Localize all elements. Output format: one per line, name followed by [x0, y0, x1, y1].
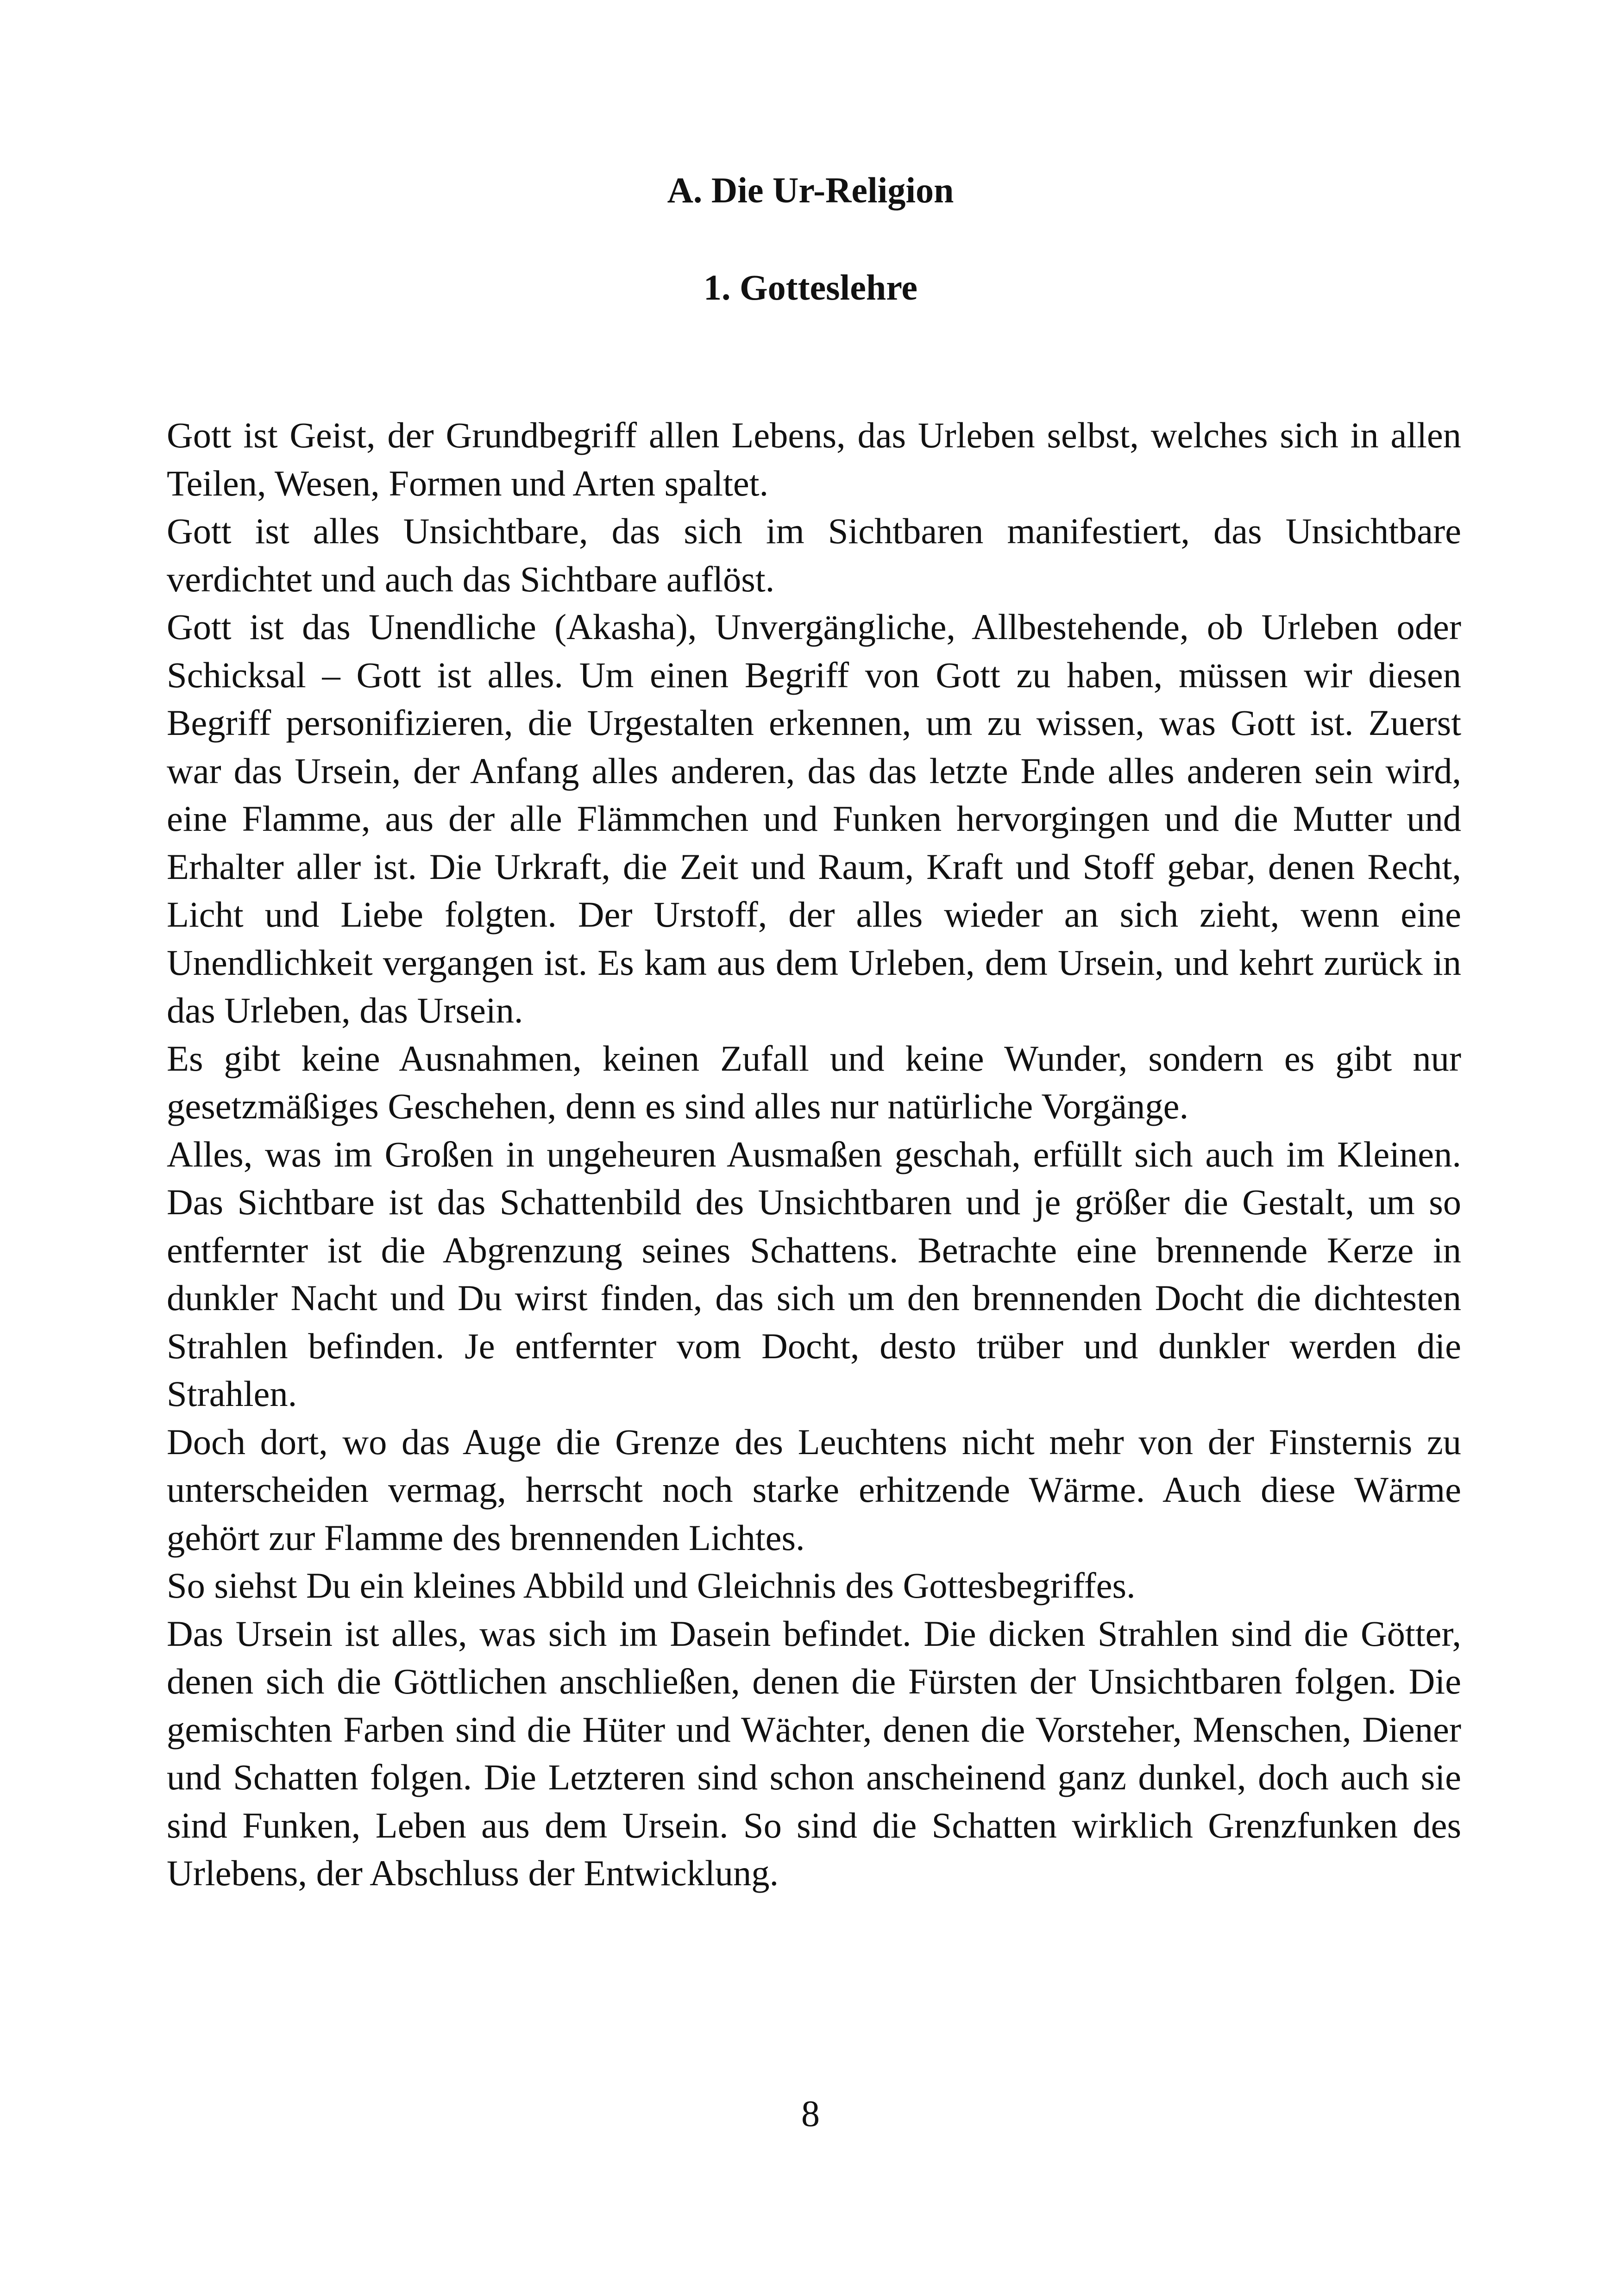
paragraph-3: Gott ist das Unendliche (Akasha), Unvergängliche, Allbestehende, ob Urleben oder Schicksal – Gott ist alles. Um einen Begriff von Gott zu haben, müssen wir diesen Begriff personifizieren, die Urgestalten erkennen, um zu wissen, was Gott ist. Zuerst war das Ursein, der Anfang alles anderen, das das letzte Ende alles anderen sein wird, eine Flamme, aus der alle Flämmchen und Funken hervorgingen und die Mutter und Erhalter aller ist. Die Urkraft, die Zeit und Raum, Kraft und Stoff gebar, denen Recht, Licht und Liebe folgten. Der Urstoff, der alles wieder an sich zieht, wenn eine Unendlichkeit vergangen ist. Es kam aus dem Urleben, dem Ursein, und kehrt zurück in das Urleben, das Ursein.: [167, 607, 1461, 1030]
paragraph-6: Doch dort, wo das Auge die Grenze des Leuchtens nicht mehr von der Finsternis zu unterscheiden vermag, herrscht noch starke erhitzende Wärme. Auch diese Wärme gehört zur Flamme des brennenden Lichtes.: [167, 1421, 1461, 1558]
paragraph-8: Das Ursein ist alles, was sich im Dasein befindet. Die dicken Strahlen sind die Götter, denen sich die Göttlichen anschließen, denen die Fürsten der Unsichtbaren folgen. Die gemischten Farben sind die Hüter und Wächter, denen die Vorsteher, Menschen, Diener und Schatten folgen. Die Letzteren sind schon anscheinend ganz dunkel, doch auch sie sind Funken, Leben aus dem Ursein. So sind die Schatten wirklich Grenzfunken des Urlebens, der Abschluss der Entwicklung.: [167, 1613, 1461, 1893]
page-number: 8: [801, 2094, 820, 2134]
paragraph-1: Gott ist Geist, der Grundbegriff allen Lebens, das Urleben selbst, welches sich in allen Teilen, Wesen, Formen und Arten spaltet.: [167, 415, 1461, 503]
paragraph-7: So siehst Du ein kleines Abbild und Gleichnis des Gottesbegriffes.: [167, 1565, 1136, 1606]
paragraph-5: Alles, was im Großen in ungeheuren Ausmaßen geschah, erfüllt sich auch im Kleinen. Das Sichtbare ist das Schattenbild des Unsichtbaren und je größer die Gestalt, um so entfernter ist die Abgrenzung seines Schattens. Betrachte eine brennende Kerze in dunkler Nacht und Du wirst finden, das sich um den brennenden Docht die dichtesten Strahlen befinden. Je entfernter vom Docht, desto trüber und dunkler werden die Strahlen.: [167, 1134, 1461, 1414]
section-title: 1. Gotteslehre: [703, 267, 918, 307]
body-text: [167, 411, 1461, 1897]
chapter-title: A. Die Ur-Religion: [667, 170, 954, 210]
paragraph-4: Es gibt keine Ausnahmen, keinen Zufall und keine Wunder, sondern es gibt nur gesetzmäßiges Geschehen, denn es sind alles nur natürliche Vorgänge.: [167, 1038, 1461, 1126]
paragraph-2: Gott ist alles Unsichtbare, das sich im Sichtbaren manifestiert, das Unsichtbare verdichtet und auch das Sichtbare auflöst.: [167, 511, 1461, 599]
